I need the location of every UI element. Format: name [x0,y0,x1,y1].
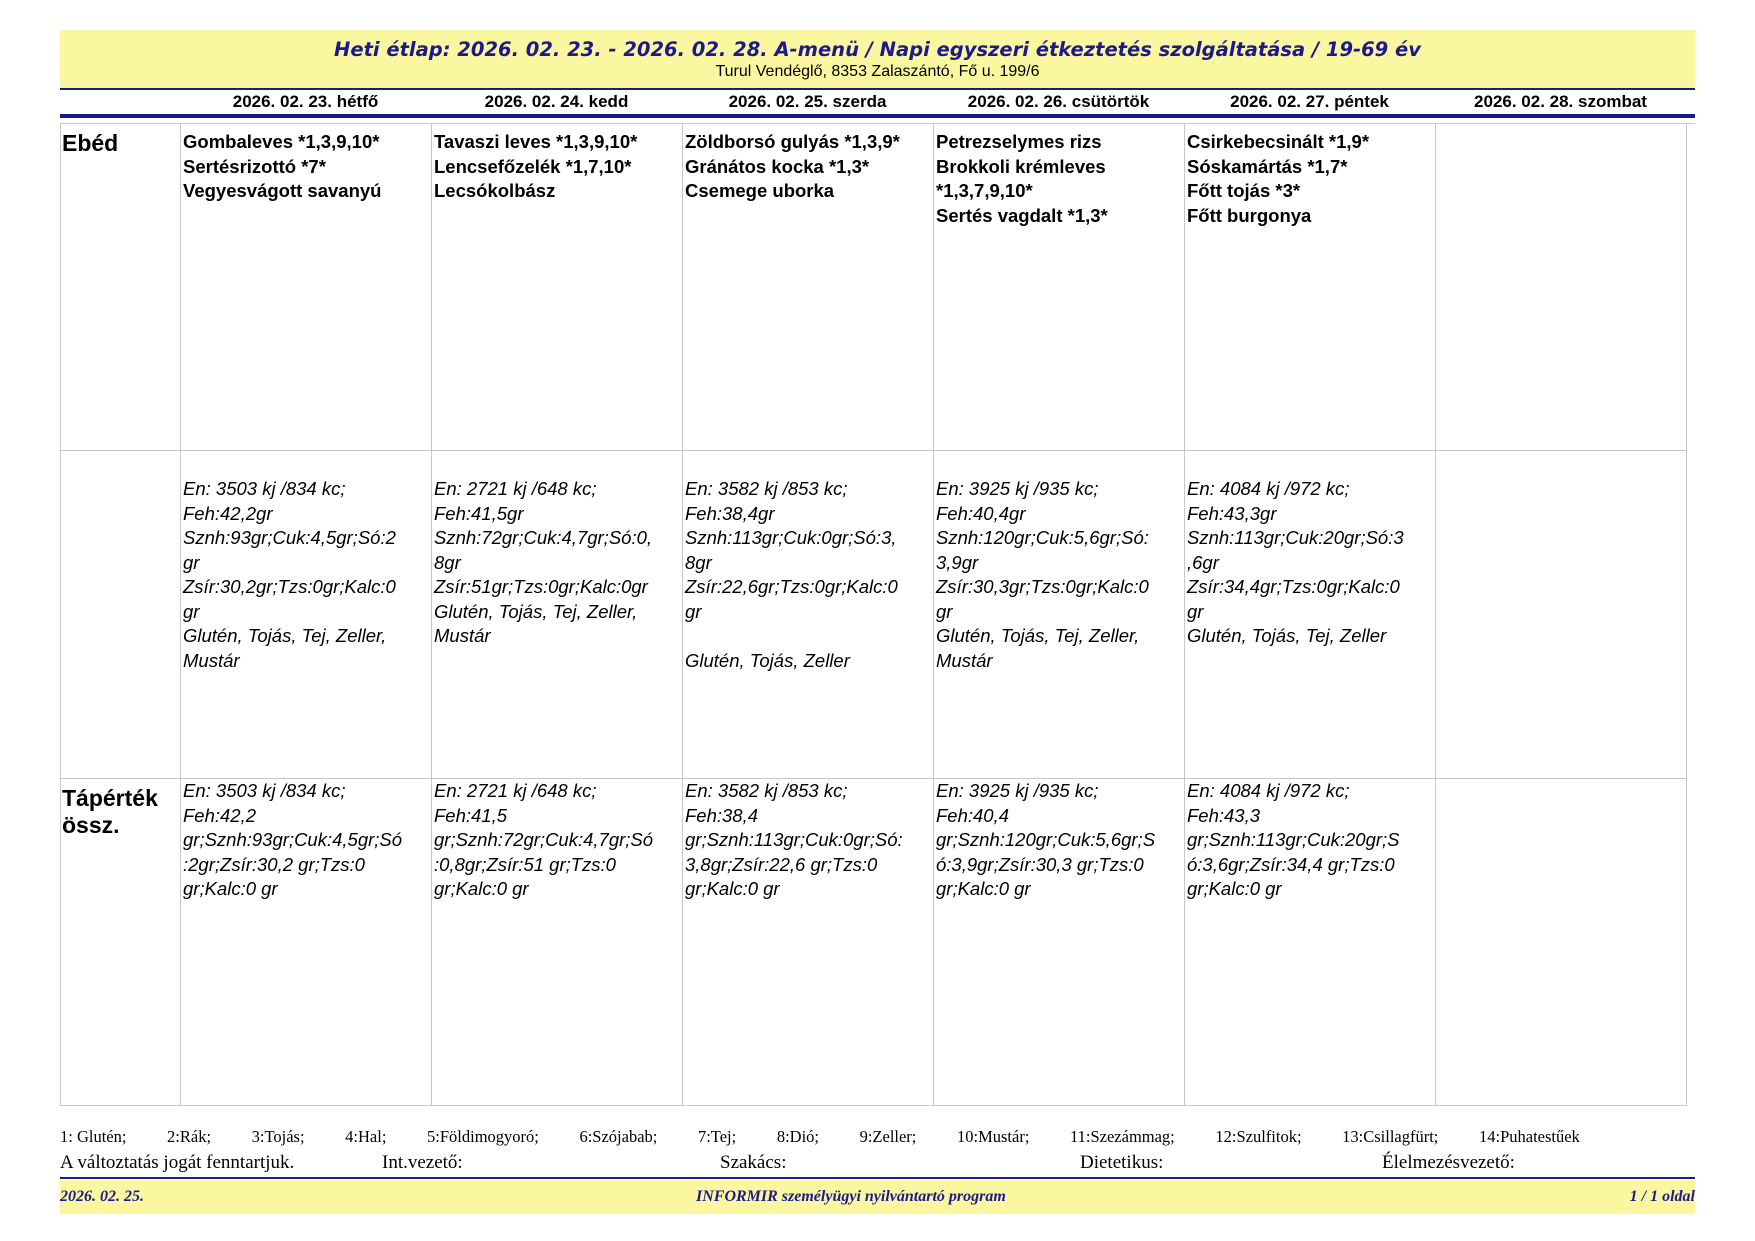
cell-line: Glutén, Tojás, Tej, Zeller, [183,625,387,646]
cell-line: gr;Sznh:113gr;Cuk:0gr;Só: [685,829,903,850]
cell-line: Sznh:120gr;Cuk:5,6gr;Só: [936,527,1149,548]
cell-line: *1,3,7,9,10* [936,180,1033,201]
cell-line: Mustár [936,649,993,671]
allergen-item: 3:Tojás; [251,1127,305,1146]
allergen-item: 2:Rák; [167,1127,212,1146]
day-header-thu: 2026. 02. 26. csütörtök [967,92,1150,111]
cell-line: Sertésrizottó *7* [183,155,326,177]
cell-line: :2gr;Zsír:30,2 gr;Tzs:0 [183,853,365,875]
menu-title: Heti étlap: 2026. 02. 23. - 2026. 02. 28. A-menü / Napi egyszeri étkeztetés szolgáltatása / 19-69 év [334,38,1421,61]
cell-line: En: 3925 kj /935 kc; [936,478,1099,499]
cell-line: Vegyesvágott savanyú [183,180,382,201]
page-number: 1 / 1 oldal [1629,1188,1695,1205]
cell-line: gr [183,600,200,622]
cell-line: Gombaleves *1,3,9,10* [183,131,380,152]
cell-line: Feh:43,3 [1187,804,1261,826]
allergen-item: 6:Szójabab; [579,1127,658,1146]
nutrition-cell [1436,451,1687,779]
cell-line: Feh:41,5gr [434,502,524,524]
cell-line: Sznh:113gr;Cuk:20gr;Só:3 [1187,527,1404,548]
cell-line: Glutén, Tojás, Zeller [685,649,850,671]
cell-line: gr;Kalc:0 gr [936,878,1031,899]
cell-line: gr [183,551,200,573]
cell-line: gr;Sznh:113gr;Cuk:20gr;S [1187,829,1400,850]
cell-line: gr;Kalc:0 gr [183,878,278,899]
day-header-mon: 2026. 02. 23. hétfő [232,92,379,111]
cell-line: 3,9gr [936,551,979,573]
dish-cell [934,124,1185,451]
day-header-wed: 2026. 02. 25. szerda [728,92,887,111]
elelmezesvezeto-label: Élelmezésvezető: [1382,1152,1515,1173]
totals-cell [1185,779,1436,1106]
cell-line: Glutén, Tojás, Tej, Zeller, [434,600,638,622]
menu-sheet [60,30,1695,1106]
totals-cell [432,779,683,1106]
dish-cell [1436,124,1687,451]
cell-line: gr;Sznh:72gr;Cuk:4,7gr;Só [434,829,654,850]
dietetikus-label: Dietetikus: [1080,1152,1164,1173]
cell-line: 3,8gr;Zsír:22,6 gr;Tzs:0 [685,853,878,875]
allergen-item: 14:Puhatestűek [1478,1127,1580,1146]
allergen-item: 9:Zeller; [859,1127,917,1146]
row-label-lunch: Ebéd [61,124,181,451]
cell-line: 8gr [685,551,712,573]
cell-line: Brokkoli krémleves [936,155,1106,177]
dish-cell [683,124,934,451]
disclaimer-text: A változtatás jogát fenntartjuk. [60,1152,295,1173]
cell-line: Sóskamártás *1,7* [1187,155,1348,177]
menu-grid [60,123,1695,1106]
cell-line: gr;Kalc:0 gr [685,878,780,899]
dish-cell [1185,124,1436,451]
cell-line: Mustár [183,649,240,671]
cell-line: Glutén, Tojás, Tej, Zeller, [936,625,1140,646]
cell-line: gr [936,600,953,622]
cell-line: Feh:42,2gr [183,502,273,524]
cell-line: En: 4084 kj /972 kc; [1187,478,1350,499]
cell-line: ó:3,6gr;Zsír:34,4 gr;Tzs:0 [1187,853,1395,875]
cell-line: gr;Sznh:120gr;Cuk:5,6gr;S [936,829,1156,850]
cell-line: Sertés vagdalt *1,3* [936,204,1108,226]
cell-line: En: 3503 kj /834 kc; [183,478,346,499]
cell-line: Petrezselymes rizs [936,131,1102,152]
dish-cell [432,124,683,451]
cell-line: Zsír:30,2gr;Tzs:0gr;Kalc:0 [183,576,396,597]
nutrition-cell [432,451,683,779]
cell-line: Mustár [434,625,491,646]
allergen-item: 13:Csillagfürt; [1342,1127,1439,1146]
cell-line: Zsír:30,3gr;Tzs:0gr;Kalc:0 [936,576,1149,597]
allergen-item: 7:Tej; [697,1127,737,1146]
totals-cell [181,779,432,1106]
allergen-item: 4:Hal; [345,1127,387,1146]
allergen-item: 12:Szulfitok; [1215,1127,1302,1146]
day-header-tue: 2026. 02. 24. kedd [484,92,629,111]
nutrition-cell [934,451,1185,779]
nutrition-cell [181,451,432,779]
footer-band [60,1180,1695,1214]
row-label-totals: Tápérték össz. [61,779,181,1106]
int-vezeto-label: Int.vezető: [382,1152,463,1173]
cell-line: En: 3582 kj /853 kc; [685,478,848,499]
cell-line: En: 2721 kj /648 kc; [434,780,597,801]
cell-line: gr;Kalc:0 gr [1187,878,1282,899]
cell-line: Zsír:34,4gr;Tzs:0gr;Kalc:0 [1187,576,1400,597]
cell-line: 8gr [434,551,461,573]
dish-cell [181,124,432,451]
cell-line: Feh:41,5 [434,804,508,826]
cell-line: Tavaszi leves *1,3,9,10* [434,131,638,152]
program-name: INFORMIR személyügyi nyilvántartó program [696,1188,1006,1205]
day-header-sat: 2026. 02. 28. szombat [1474,92,1647,111]
cell-line: gr [1187,600,1204,622]
cell-line: Lecsókolbász [434,180,556,201]
cell-line: Feh:42,2 [183,804,257,826]
cell-line: ,6gr [1187,551,1219,573]
signature-line [60,1152,1660,1176]
cell-line: En: 2721 kj /648 kc; [434,478,597,499]
cell-line: Feh:40,4gr [936,502,1026,524]
cell-line: Gránátos kocka *1,3* [685,155,870,177]
totals-cell [1436,779,1687,1106]
cell-line: Sznh:93gr;Cuk:4,5gr;Só:2 [183,527,396,548]
allergen-item: 1: Glutén; [60,1127,127,1146]
print-date: 2026. 02. 25. [60,1188,144,1205]
day-header-fri: 2026. 02. 27. péntek [1230,92,1389,111]
szakacs-label: Szakács: [720,1152,787,1173]
header-band [60,30,1695,88]
cell-line: En: 3503 kj /834 kc; [183,780,346,801]
allergen-item: 8:Dió; [776,1127,819,1146]
cell-line: Feh:40,4 [936,804,1010,826]
cell-line: gr [685,600,702,622]
cell-line: Sznh:72gr;Cuk:4,7gr;Só:0, [434,527,653,548]
cell-line: En: 3925 kj /935 kc; [936,780,1099,801]
totals-cell [934,779,1185,1106]
cell-line: Feh:38,4 [685,804,759,826]
cell-line: Lencsefőzelék *1,7,10* [434,155,632,177]
cell-line: Főtt tojás *3* [1187,180,1301,201]
allergen-item: 11:Szezámmag; [1070,1127,1175,1146]
restaurant-address: Turul Vendéglő, 8353 Zalaszántó, Fő u. 199/6 [715,63,1040,80]
allergen-item: 10:Mustár; [956,1127,1030,1146]
cell-line: gr;Sznh:93gr;Cuk:4,5gr;Só [183,829,403,850]
footer-divider [60,1177,1695,1179]
cell-line: Zöldborsó gulyás *1,3,9* [685,131,900,152]
allergen-item: 5:Földimogyoró; [427,1127,539,1146]
totals-cell [683,779,934,1106]
cell-line: :0,8gr;Zsír:51 gr;Tzs:0 [434,853,616,875]
cell-line: Főtt burgonya [1187,204,1312,226]
cell-line: Zsír:51gr;Tzs:0gr;Kalc:0gr [434,576,648,597]
cell-line: gr;Kalc:0 gr [434,878,529,899]
cell-line [685,624,933,649]
cell-line: ó:3,9gr;Zsír:30,3 gr;Tzs:0 [936,853,1144,875]
nutrition-cell [1185,451,1436,779]
day-header-divider [60,114,1695,118]
cell-line: Feh:43,3gr [1187,502,1277,524]
cell-line: Glutén, Tojás, Tej, Zeller [1187,625,1387,646]
cell-line: Zsír:22,6gr;Tzs:0gr;Kalc:0 [685,576,898,597]
cell-line: Csirkebecsinált *1,9* [1187,131,1370,152]
cell-line: En: 4084 kj /972 kc; [1187,780,1350,801]
cell-line: Sznh:113gr;Cuk:0gr;Só:3, [685,527,897,548]
cell-line: En: 3582 kj /853 kc; [685,780,848,801]
allergen-legend [60,1127,1580,1147]
nutrition-cell [683,451,934,779]
cell-line: Csemege uborka [685,180,835,201]
day-header-row [60,90,1695,114]
cell-line: Feh:38,4gr [685,502,775,524]
row-label-empty [61,451,181,779]
